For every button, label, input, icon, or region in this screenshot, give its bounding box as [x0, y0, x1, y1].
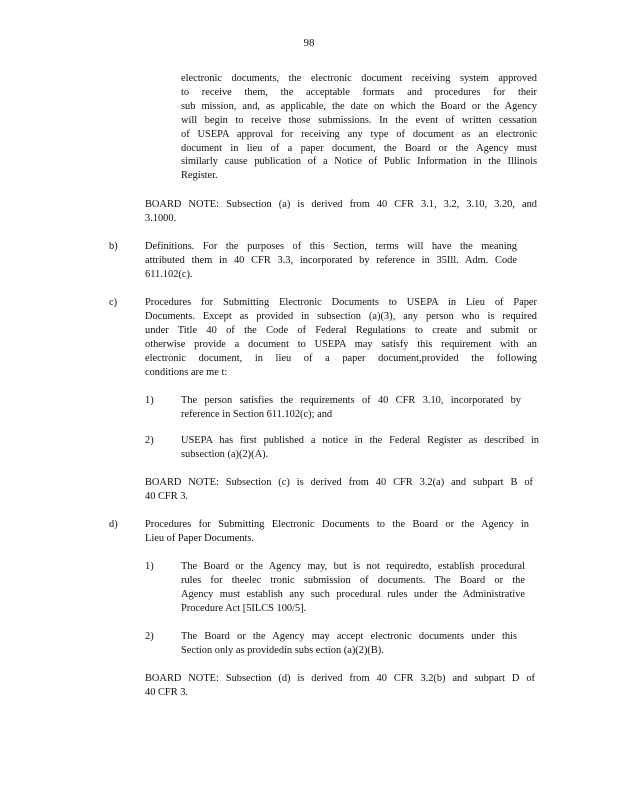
text-line: attributed them in 40 CFR 3.3, incorporated by reference in 35Ill. Adm. Code [145, 254, 517, 266]
text-line: Agency must establish any such procedural rules under the Administrative [181, 588, 525, 600]
text-line: will begin to receive those submissions. In the event of written cessation [181, 114, 537, 126]
text-line: of USEPA approval for receiving any type of document as an electronic [181, 128, 537, 140]
text-line: 40 CFR 3. [145, 686, 189, 698]
text-line: BOARD NOTE: Subsection (a) is derived from 40 CFR 3.1, 3.2, 3.10, 3.20, and [145, 199, 537, 210]
subsection-b-text [145, 240, 517, 282]
text-line: similarly cause publication of a Notice of Public Information in the Illinois [181, 156, 537, 168]
text-line: Register. [181, 170, 218, 182]
text-line: 3.1000. [145, 212, 177, 224]
text-line: conditions are me t: [145, 366, 228, 378]
subsection-c-1-text [181, 394, 521, 422]
subsection-c-2-text [181, 434, 539, 462]
subsection-d-text [145, 518, 529, 546]
text-line: Definitions. For the purposes of this Section, terms will have the meaning [145, 241, 517, 252]
text-line: The person satisfies the requirements of 40 CFR 3.10, incorporated by [181, 395, 521, 406]
board-note-c [145, 476, 533, 504]
text-line: The Board or the Agency may accept electronic documents under this [181, 631, 517, 642]
text-line: electronic document, in lieu of a paper document,provided the following [145, 352, 537, 364]
text-line: Lieu of Paper Documents. [145, 532, 255, 544]
text-line: document in lieu of a paper document, the Board or the Agency must [181, 142, 537, 154]
text-line: Documents. Except as provided in subsection (a)(3), any person who is required [145, 310, 537, 322]
text-line: reference in Section 611.102(c); and [181, 408, 333, 420]
board-note-d [145, 672, 535, 700]
subsection-d-2-text [181, 630, 517, 658]
text-line: The Board or the Agency may, but is not requiredto, establish procedural [181, 561, 525, 572]
subsection-d-1-text [181, 560, 525, 616]
subsection-d-marker: d) [109, 519, 118, 530]
subsection-c-2-marker: 2) [145, 435, 154, 446]
text-line: USEPA has first published a notice in the Federal Register as described in [181, 435, 539, 446]
subsection-b-marker: b) [109, 241, 118, 252]
subsection-c-text [145, 296, 537, 379]
text-line: BOARD NOTE: Subsection (c) is derived from 40 CFR 3.2(a) and subpart B of [145, 477, 533, 488]
board-note-a [145, 198, 537, 226]
subsection-c-marker: c) [109, 297, 118, 308]
text-line: Procedures for Submitting Electronic Documents to USEPA in Lieu of Paper [145, 297, 537, 308]
text-line: 611.102(c). [145, 268, 193, 280]
text-line: sub mission, and, as applicable, the date on which the Board or the Agency [181, 100, 537, 112]
text-line: Section only as providedin subs ection (a)(2)(B). [181, 644, 384, 656]
text-line: otherwise provide a document to USEPA may satisfy this requirement with an [145, 338, 537, 350]
text-line: to receive them, the acceptable formats and procedures for their [181, 86, 537, 98]
text-line: rules for theelec tronic submission of documents. The Board or the [181, 574, 525, 586]
text-line: Procedures for Submitting Electronic Documents to the Board or the Agency in [145, 519, 529, 530]
text-line: under Title 40 of the Code of Federal Regulations to create and submit or [145, 324, 537, 336]
subsection-d-2-marker: 2) [145, 631, 154, 642]
text-line: Procedure Act [5ILCS 100/5]. [181, 602, 307, 614]
subsection-d-1-marker: 1) [145, 561, 154, 572]
page-number: 98 [303, 37, 315, 49]
subsection-c-1-marker: 1) [145, 395, 154, 406]
text-line: 40 CFR 3. [145, 490, 189, 502]
text-line: electronic documents, the electronic document receiving system approved [181, 73, 537, 84]
subsection-a-continuation [181, 72, 537, 183]
text-line: subsection (a)(2)(A). [181, 448, 269, 460]
text-line: BOARD NOTE: Subsection (d) is derived from 40 CFR 3.2(b) and subpart D of [145, 673, 535, 684]
